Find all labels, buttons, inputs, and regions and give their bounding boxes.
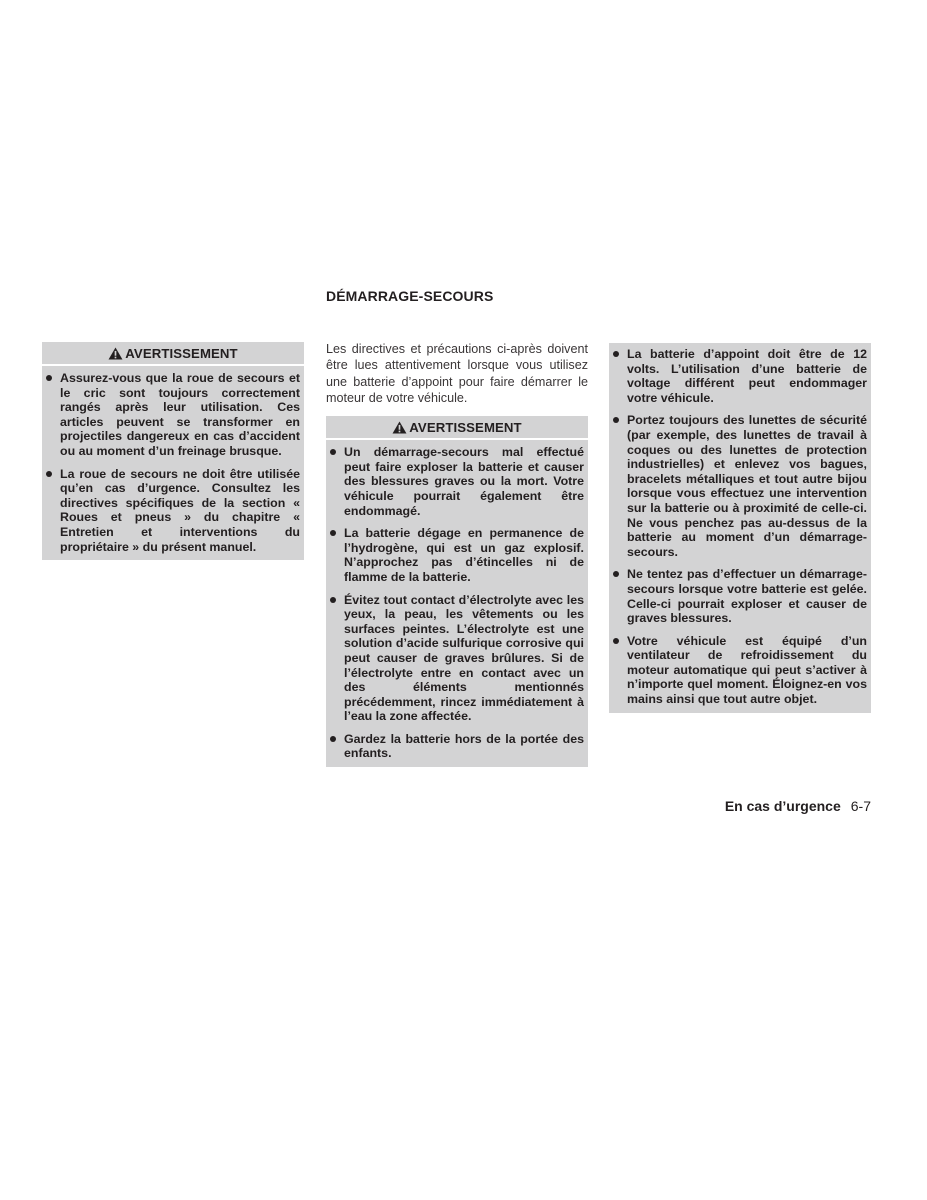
- bullet-icon: [330, 736, 336, 742]
- bullet-icon: [46, 375, 52, 381]
- bullet-icon: [613, 417, 619, 423]
- warning-box-right: [609, 343, 871, 713]
- bullet-icon: [330, 530, 336, 536]
- list-item: Assurez-vous que la roue de secours et le cric sont toujours correctement rangés après leur utilisation. Ces articles peuvent se transformer en projectiles dangereux en cas d’accident ou au moment d’un freinage brusque.: [46, 371, 300, 459]
- list-item: Portez toujours des lunettes de sécurité (par exemple, des lunettes de travail à coques ou des lunettes de protection industrielles) et enlevez vos bagues, bracelets métalliques et tout autre bijou lorsque vous effectuez une intervention sur la batterie ou à proximité de celle-ci. Ne vous penchez pas au-dessus de la batterie au moment d’un démarrage-secours.: [613, 413, 867, 559]
- warning-list: [46, 371, 300, 554]
- list-item: La batterie dégage en permanence de l’hydrogène, qui est un gaz explosif. N’approchez pas d’étincelles ni de flamme de la batterie.: [330, 526, 584, 584]
- bullet-icon: [330, 449, 336, 455]
- list-item: Ne tentez pas d’effectuer un démarrage-secours lorsque votre batterie est gelée. Celle-ci pourrait exploser et causer de graves blessures.: [613, 567, 867, 625]
- bullet-icon: [330, 597, 336, 603]
- list-item: La batterie d’appoint doit être de 12 volts. L’utilisation d’une batterie de voltage différent peut endommager votre véhicule.: [613, 347, 867, 405]
- warning-title: AVERTISSEMENT: [125, 345, 238, 361]
- right-column: [609, 343, 871, 713]
- page-number: 6-7: [850, 798, 871, 814]
- warning-triangle-icon: [108, 347, 123, 360]
- warning-list: [613, 347, 867, 707]
- warning-title: AVERTISSEMENT: [409, 419, 522, 435]
- list-item: Un démarrage-secours mal effectué peut faire exploser la batterie et causer des blessures graves ou la mort. Votre véhicule pourrait également être endommagé.: [330, 445, 584, 518]
- footer-chapter: En cas d’urgence: [724, 798, 841, 814]
- left-column: [42, 342, 304, 560]
- list-item: La roue de secours ne doit être utilisée qu’en cas d’urgence. Consultez les directives spécifiques de la section « Roues et pneus » du chapitre « Entretien et interventions du propriétaire » du présent manuel.: [46, 467, 300, 555]
- warning-list: [330, 445, 584, 761]
- bullet-icon: [613, 638, 619, 644]
- warning-header: [326, 416, 588, 440]
- bullet-icon: [613, 571, 619, 577]
- list-item: Votre véhicule est équipé d’un ventilateur de refroidissement du moteur automatique qui peut s’activer à n’importe quel moment. Éloignez-en vos mains ainsi que tout autre objet.: [613, 634, 867, 707]
- intro-paragraph: Les directives et précautions ci-après doivent être lues attentivement lorsque vous utilisez une batterie d’appoint pour faire démarrer le moteur de votre véhicule.: [326, 342, 588, 405]
- page-footer: [725, 798, 871, 814]
- middle-column: [326, 341, 588, 767]
- warning-triangle-icon: [392, 421, 407, 434]
- list-item: Évitez tout contact d’électrolyte avec les yeux, la peau, les vêtements ou les surfaces peintes. L’électrolyte est une solution d’acide sulfurique corrosive qui peut causer de graves brûlures. Si de l’électrolyte entre en contact avec un des éléments mentionnés précédemment, rincez immédiatement à l’eau la zone affectée.: [330, 593, 584, 724]
- warning-header: [42, 342, 304, 366]
- warning-box-middle: [326, 416, 588, 767]
- section-title: DÉMARRAGE-SECOURS: [326, 288, 494, 304]
- bullet-icon: [46, 471, 52, 477]
- bullet-icon: [613, 351, 619, 357]
- warning-box-left: [42, 342, 304, 560]
- list-item: Gardez la batterie hors de la portée des enfants.: [330, 732, 584, 761]
